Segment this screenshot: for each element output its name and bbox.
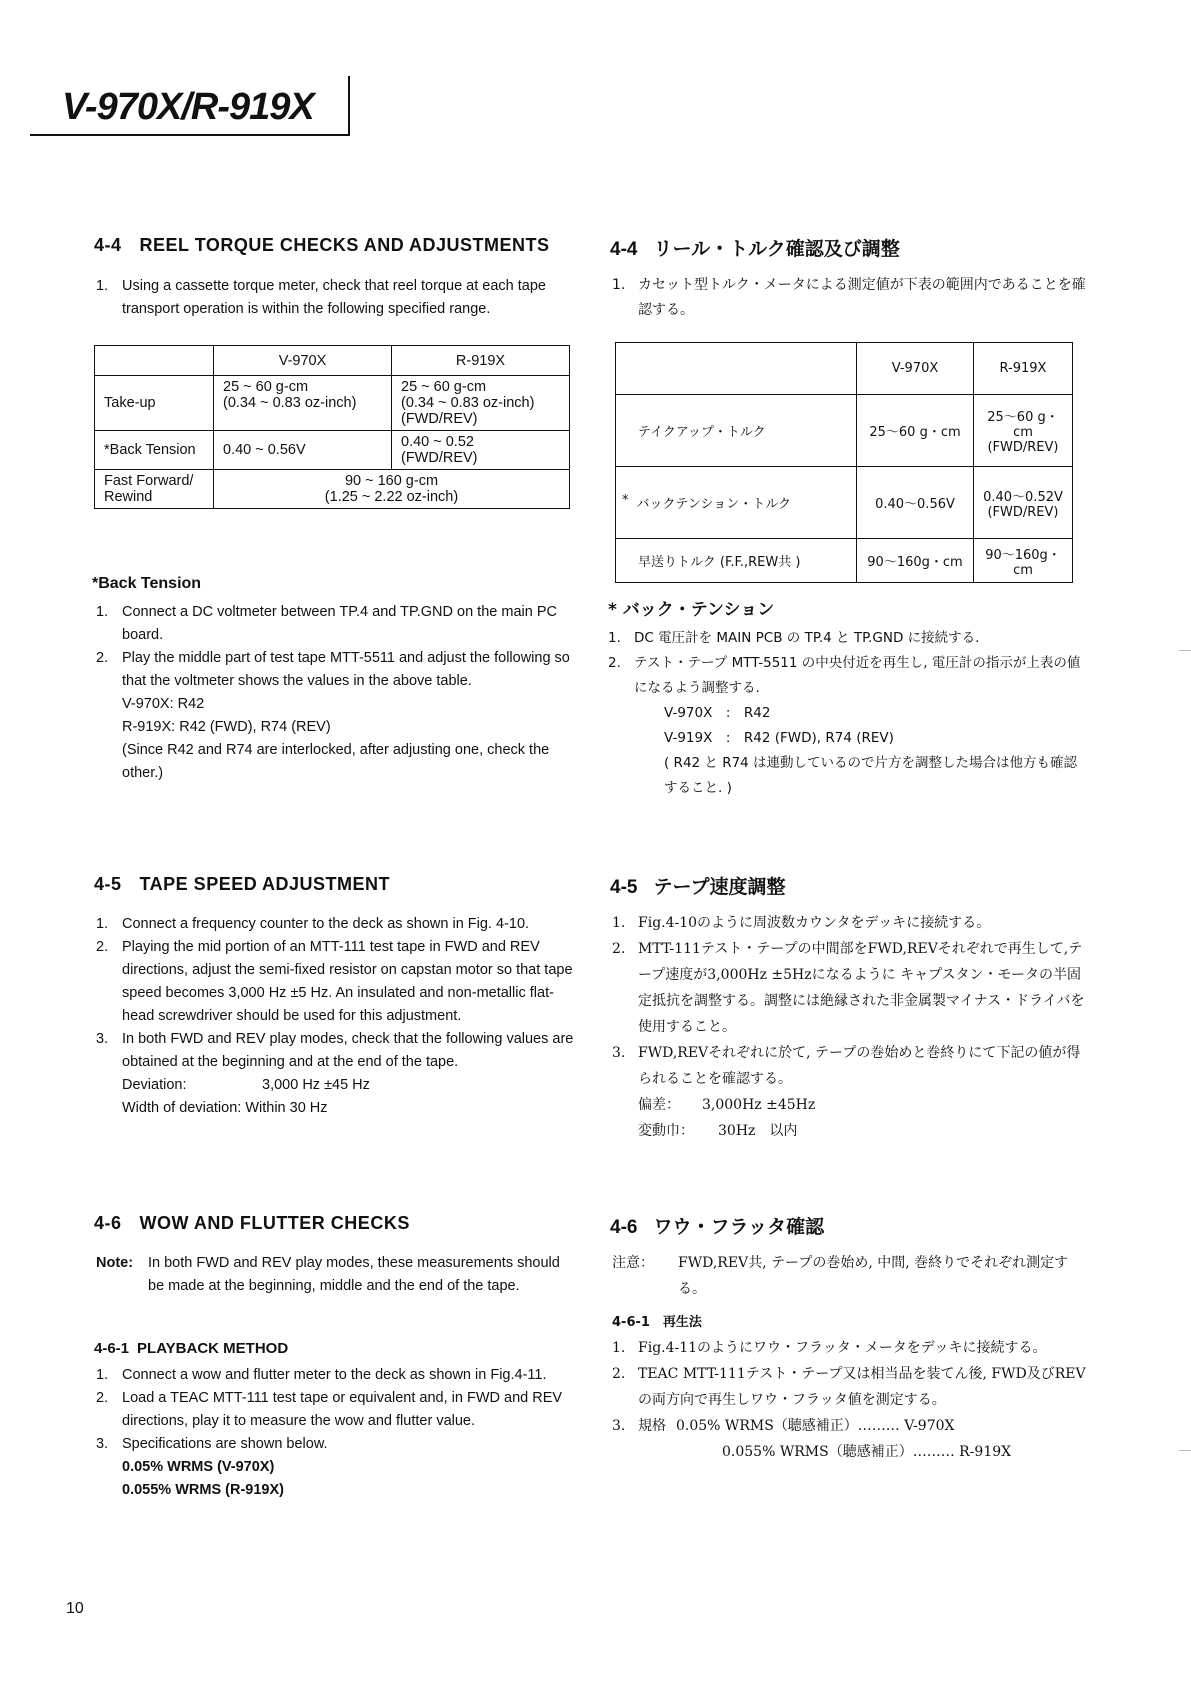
list-item: 1. Connect a DC voltmeter between TP.4 and TP.GND on the main PC board. [96,604,557,643]
jp-4-6-1-heading: 4-6-1 再生法 [612,1315,702,1330]
list-item: 3. In both FWD and REV play modes, check that the following values are obtained at the beginning and at the end of the tape. Deviation: 3,000 Hz ±45 Hz Width of deviation: Within 30 Hz [96,1031,574,1116]
list-item: 1. Fig.4-11のようにワウ・フラッタ・メータをデッキに接続する。 [612,1340,1047,1356]
section-title: REEL TORQUE CHECKS AND ADJUSTMENTS [139,235,550,255]
jp-back-tension-list [608,626,1088,801]
jp-torque-table: V-970X R-919X テイクアップ・トルク 25〜60 g・cm 25〜60 g・cm (FWD/REV) * バックテンション・トルク 0.40〜0.56V 0.40〜0.52V (FWD/REV) 早送りトルク (F.F.,REW共 ) 90〜160g・cm 90〜160g・cm [615,342,1073,583]
fast-forward-value: 90 ~ 160 g-cm (1.25 ~ 2.22 oz-inch) [214,470,570,509]
en-section-4-6-heading: 4-6 WOW AND FLUTTER CHECKS [94,1213,410,1233]
takeup-r919x: 25 ~ 60 g-cm (0.34 ~ 0.83 oz-inch) (FWD/REV) [392,376,570,431]
jp-back-tension-title: * バック・テンション [608,600,775,620]
en-torque-table [94,345,570,509]
en-section-4-5-heading: 4-5 TAPE SPEED ADJUSTMENT [94,874,391,894]
jp-section-4-6-heading: 4-6 ワウ・フラッタ確認 [610,1216,825,1238]
back-tension-v970x: 0.40 ~ 0.56V [214,431,392,470]
row-label-takeup: Take-up [95,376,214,431]
list-item: 2. MTT-111テスト・テープの中間部をFWD,REVそれぞれで再生して,テープ速度が3,000Hz ±5Hzになるように キャプスタン・モータの半固定抵抗を調整する。調整には絶縁された非金属製マイナス・ドライバを使用すること。 [612,941,1085,1035]
list-item: 2. Load a TEAC MTT-111 test tape or equivalent and, in FWD and REV directions, play it to measure the wow and flutter value. [96,1390,563,1429]
en-section-4-4-heading [94,235,550,256]
en-4-5-list [96,913,576,1120]
list-item: 3. 規格 0.05% WRMS（聴感補正）……… V-970X 0.055% WRMS（聴感補正）……… R-919X [612,1418,1012,1460]
list-item: 1. Connect a wow and flutter meter to the deck as shown in Fig.4-11. [96,1367,547,1383]
list-item: 2. TEAC MTT-111テスト・テープ又は相当品を装てん後, FWD及びREVの両方向で再生しワウ・フラッタ値を測定する。 [612,1366,1086,1408]
table-header-v970x: V-970X [214,346,392,376]
list-item: 1. Using a cassette torque meter, check that reel torque at each tape transport operation is within the following specified range. [96,278,546,317]
section-number: 4-4 [94,235,122,255]
title-underline [30,134,350,136]
jp-section-4-5-heading: 4-5 テープ速度調整 [610,876,786,898]
en-4-6-note: Note: In both FWD and REV play modes, these measurements should be made at the beginning, middle and the end of the tape. [96,1255,560,1294]
page-number: 10 [66,1600,84,1617]
en-4-6-1-heading: 4-6-1 PLAYBACK METHOD [94,1340,289,1357]
jp-4-6-note: 注意： FWD,REV共, テープの巻始め, 中間, 巻終りでそれぞれ測定する。 [612,1255,1069,1297]
table-header-r919x: R-919X [392,346,570,376]
row-label-back-tension: *Back Tension [95,431,214,470]
list-item: 1. DC 電圧計を MAIN PCB の TP.4 と TP.GND に接続する. [608,630,980,646]
en-4-4-list [96,275,576,321]
list-item: 3. FWD,REVそれぞれに於て, テープの巻始めと巻終りにて下記の値が得られることを確認する。 偏差： 3,000Hz ±45Hz 変動巾： 30Hz 以内 [612,1045,1081,1139]
jp-4-6-list [612,1335,1088,1465]
takeup-v970x: 25 ~ 60 g-cm (0.34 ~ 0.83 oz-inch) [214,376,392,431]
list-item: 1. Connect a frequency counter to the deck as shown in Fig. 4-10. [96,916,530,932]
jp-4-4-list [612,273,1092,323]
list-item: 1. Fig.4-10のように周波数カウンタをデッキに接続する。 [612,915,991,931]
en-back-tension-list [96,601,570,785]
scan-mark [1179,1450,1191,1451]
model-title: V-970X/R-919X [62,86,314,128]
list-item: 2. Playing the mid portion of an MTT-111 test tape in FWD and REV directions, adjust the semi-fixed resistor on capstan motor so that tape speed becomes 3,000 Hz ±5 Hz. An insulated and non-metallic flat-head screwdriver should be used for this adjustment. [96,939,573,1024]
en-back-tension-title: *Back Tension [92,575,202,592]
table-cell-empty [95,346,214,376]
list-item: 1. カセット型トルク・メータによる測定値が下表の範囲内であることを確認する。 [612,277,1086,318]
scan-mark [1179,650,1191,651]
jp-4-5-list [612,910,1088,1144]
back-tension-r919x: 0.40 ~ 0.52 (FWD/REV) [392,431,570,470]
row-label-fast-forward: Fast Forward/ Rewind [95,470,214,509]
en-4-6-list [96,1364,576,1502]
jp-section-4-4-heading: 4-4 リール・トルク確認及び調整 [610,238,900,260]
title-divider [348,76,350,136]
list-item: 2. Play the middle part of test tape MTT-5511 and adjust the following so that the voltmeter shows the values in the above table. V-970X: R42 R-919X: R42 (FWD), R74 (REV) (Since R42 and R74 are interlocked, after adjusting one, check the other.) [96,650,570,781]
list-item: 2. テスト・テープ MTT-5511 の中央付近を再生し, 電圧計の指示が上表の値になるよう調整する. V-970X : R42 V-919X : R42 (FWD), R74 (REV) ( R42 と R74 は連動しているので片方を調整した場合は他方も確認すること. ) [608,655,1081,796]
list-item: 3. Specifications are shown below. 0.05% WRMS (V-970X) 0.055% WRMS (R-919X) [96,1436,328,1498]
